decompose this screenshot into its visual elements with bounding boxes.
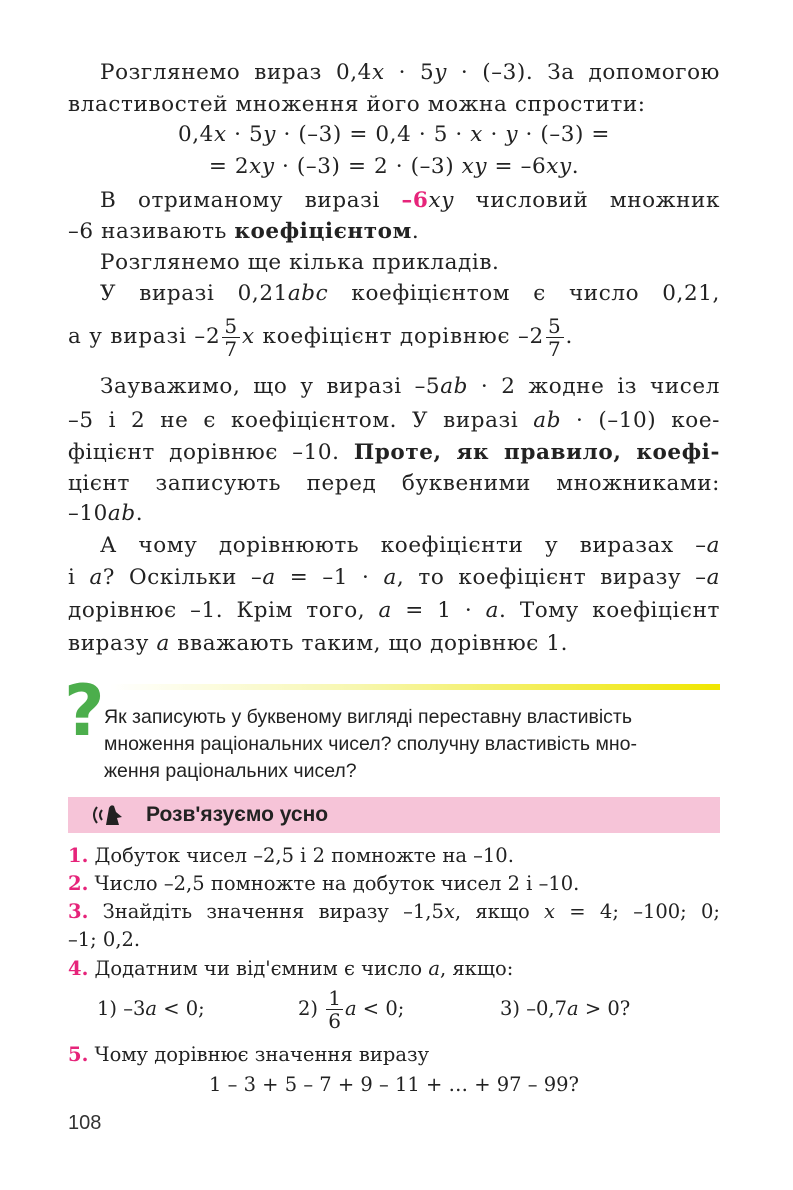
text-line: –6 називають коефіцієнтом.	[68, 219, 420, 244]
fraction: $\frac{5}{7}$	[224, 313, 238, 361]
oral-exercises-title: Розв'язуємо усно	[146, 803, 329, 826]
question-line: ження раціональних чисел?	[104, 760, 357, 782]
text-line: Розглянемо вираз 0,4x · 5y · (–3). За допомогою	[100, 60, 720, 85]
speaking-head-icon	[90, 803, 124, 827]
task-subitem: 3) –0,7a > 0?	[500, 997, 631, 1020]
text-line-fractions: а у виразі –2 $\frac{5}{7}$ x коефіцієнт дорівнює –2 $\frac{5}{7}$ .	[68, 313, 574, 361]
text-line: –5 і 2 не є коефіцієнтом. У виразі ab · (–10) кое-	[68, 408, 721, 433]
text-line: Розглянемо ще кілька прикладів.	[100, 250, 500, 275]
task-item: 5. Чому дорівнює значення виразу	[68, 1043, 430, 1066]
question-line: Як записують у буквеному вигляді переставну властивість	[104, 706, 632, 728]
text-line: Зауважимо, що у виразі –5ab · 2 жодне із чисел	[100, 374, 720, 399]
question-mark-icon: ?	[64, 670, 105, 752]
question-divider	[110, 684, 720, 690]
task-subitem: 2) $\frac{1}{6}$ a < 0;	[298, 986, 405, 1033]
text-line: цієнт записують перед буквеними множниками:	[68, 471, 720, 496]
text-line: У виразі 0,21abc коефіцієнтом є число 0,21,	[100, 281, 720, 306]
text-line: виразу a вважають таким, що дорівнює 1.	[68, 631, 569, 656]
text-line: фіцієнт дорівнює –10. Проте, як правило, коефі-	[68, 440, 720, 465]
fraction: $\frac{1}{6}$	[328, 986, 341, 1033]
text-line: А чому дорівнюють коефіцієнти у виразах –a	[100, 533, 720, 558]
term-coefficient: коефіцієнтом	[234, 219, 412, 244]
oral-exercises-banner	[68, 797, 720, 833]
page-number: 108	[68, 1112, 102, 1134]
task-expression: 1 – 3 + 5 – 7 + 9 – 11 + … + 97 – 99?	[209, 1073, 579, 1096]
fraction: $\frac{5}{7}$	[548, 313, 562, 361]
task-subitem: 1) –3a < 0;	[97, 997, 205, 1020]
task-item: 1. Добуток чисел –2,5 і 2 помножте на –10.	[68, 844, 514, 867]
equation-line: 0,4x · 5y · (–3) = 0,4 · 5 · x · y · (–3) =	[177, 122, 611, 147]
text-line: –10ab.	[68, 501, 144, 526]
text-line: В отриманому виразі –6xy числовий множник	[100, 188, 720, 213]
task-item-continuation: –1; 0,2.	[68, 928, 141, 951]
task-item: 3. Знайдіть значення виразу –1,5x, якщо x = 4; –100; 0;	[68, 900, 720, 923]
text-line: дорівнює –1. Крім того, a = 1 · a. Тому коефіцієнт	[68, 598, 720, 623]
text-line: і a? Оскільки –a = –1 · a, то коефіцієнт виразу –a	[68, 565, 720, 590]
equation-line: = 2xy · (–3) = 2 · (–3) xy = –6xy.	[208, 154, 580, 179]
task-item: 2. Число –2,5 помножте на добуток чисел 2 і –10.	[68, 872, 580, 895]
task-item: 4. Додатним чи від'ємним є число a, якщо:	[68, 957, 514, 980]
question-line: множення раціональних чисел? сполучну властивість мно-	[104, 733, 637, 755]
text-line: властивостей множення його можна спростити:	[68, 92, 646, 117]
